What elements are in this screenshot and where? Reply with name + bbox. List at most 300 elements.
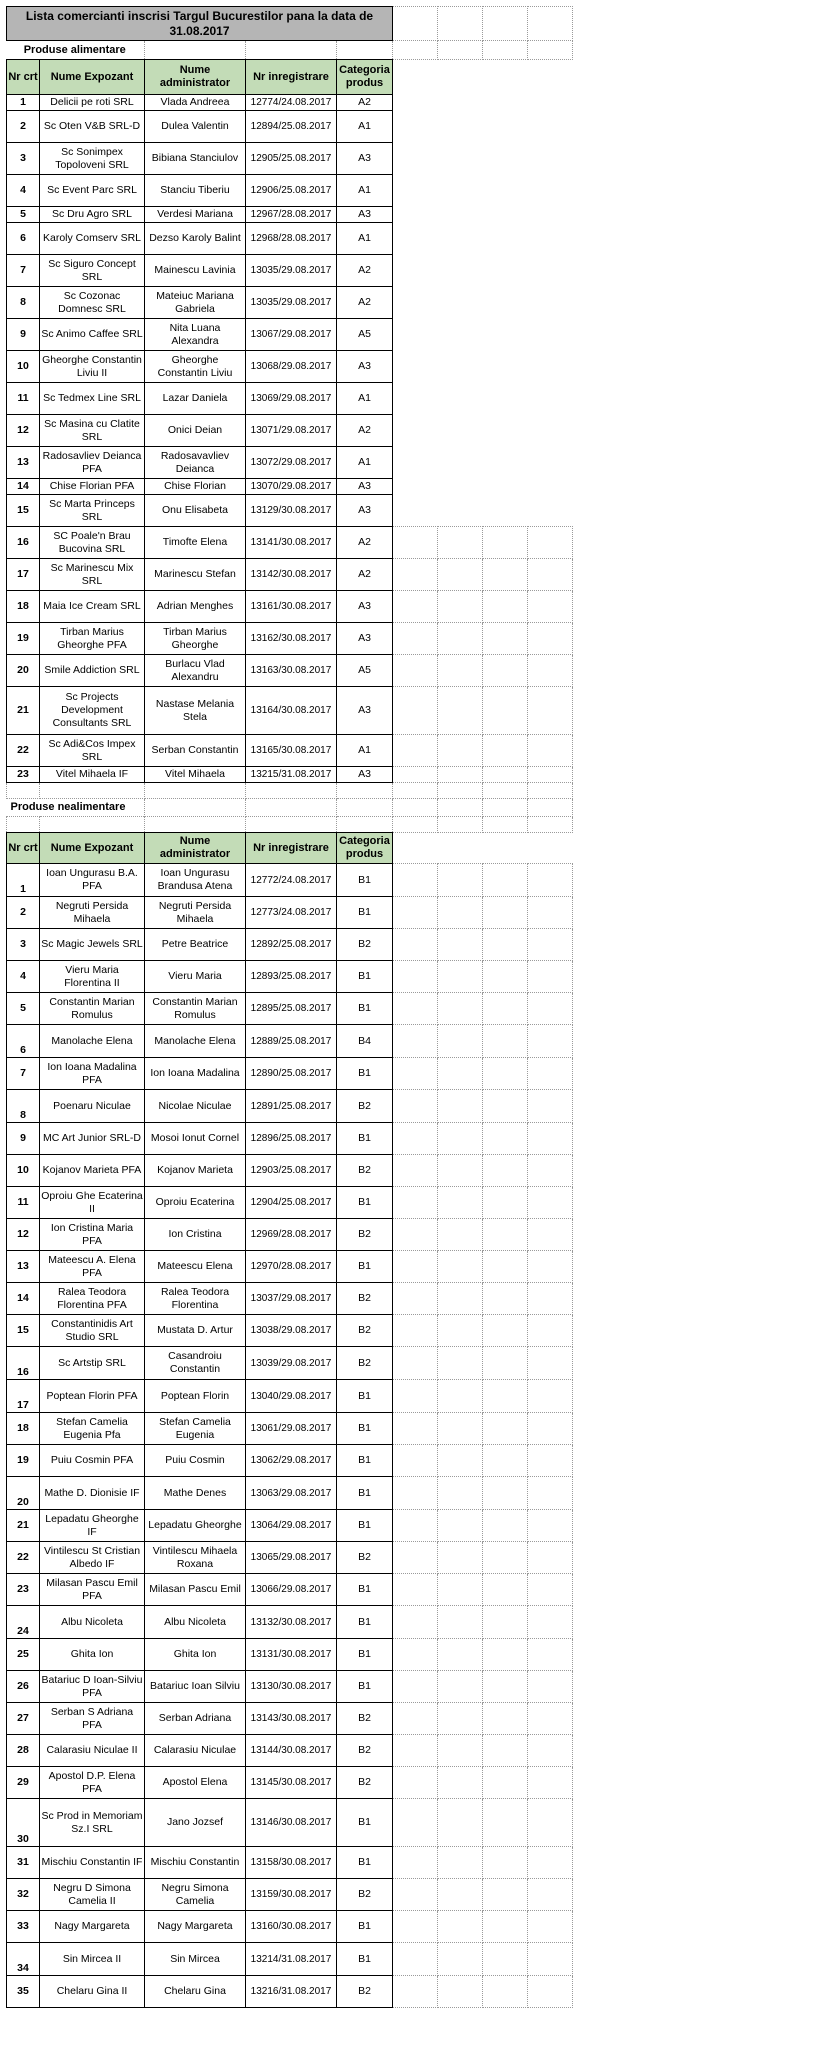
exhibitor-name-cell[interactable]: SC Poale'n Brau Bucovina SRL <box>40 527 145 559</box>
registration-number-cell[interactable]: 12774/24.08.2017 <box>246 95 337 111</box>
empty-cell[interactable] <box>393 559 438 591</box>
exhibitor-name-cell[interactable]: Kojanov Marieta PFA <box>40 1155 145 1187</box>
empty-cell[interactable] <box>483 527 528 559</box>
empty-cell[interactable] <box>483 175 528 207</box>
product-category-cell[interactable]: B2 <box>337 1879 393 1911</box>
empty-cell[interactable] <box>246 817 337 833</box>
empty-cell[interactable] <box>483 60 528 95</box>
empty-cell[interactable] <box>438 623 483 655</box>
empty-cell[interactable] <box>438 961 483 993</box>
nr-crt-cell[interactable]: 11 <box>7 383 40 415</box>
empty-cell[interactable] <box>438 833 483 864</box>
empty-cell[interactable] <box>438 255 483 287</box>
administrator-name-cell[interactable]: Verdesi Mariana <box>145 207 246 223</box>
empty-cell[interactable] <box>528 415 573 447</box>
empty-cell[interactable] <box>393 255 438 287</box>
exhibitor-name-cell[interactable]: Nagy Margareta <box>40 1911 145 1943</box>
nr-crt-header[interactable]: Nr crt <box>7 60 40 95</box>
empty-cell[interactable] <box>438 1025 483 1058</box>
administrator-name-cell[interactable]: Ioan Ungurasu Brandusa Atena <box>145 864 246 897</box>
empty-cell[interactable] <box>393 817 438 833</box>
exhibitor-name-cell[interactable]: Sc Artstip SRL <box>40 1347 145 1380</box>
empty-cell[interactable] <box>528 1090 573 1123</box>
empty-cell[interactable] <box>393 1671 438 1703</box>
empty-cell[interactable] <box>483 1025 528 1058</box>
administrator-name-cell[interactable]: Mosoi Ionut Cornel <box>145 1123 246 1155</box>
empty-cell[interactable] <box>528 60 573 95</box>
empty-cell[interactable] <box>438 1847 483 1879</box>
nr-crt-cell[interactable]: 35 <box>7 1976 40 2008</box>
exhibitor-name-cell[interactable]: Poptean Florin PFA <box>40 1380 145 1413</box>
empty-cell[interactable] <box>483 1251 528 1283</box>
empty-cell[interactable] <box>528 351 573 383</box>
empty-cell[interactable] <box>438 111 483 143</box>
administrator-name-cell[interactable]: Onu Elisabeta <box>145 495 246 527</box>
exhibitor-name-cell[interactable]: Sc Projects Development Consultants SRL <box>40 687 145 735</box>
empty-cell[interactable] <box>483 1911 528 1943</box>
registration-number-cell[interactable]: 13061/29.08.2017 <box>246 1413 337 1445</box>
empty-cell[interactable] <box>528 1058 573 1090</box>
registration-number-cell[interactable]: 13035/29.08.2017 <box>246 287 337 319</box>
empty-cell[interactable] <box>393 1574 438 1606</box>
empty-cell[interactable] <box>528 207 573 223</box>
administrator-name-cell[interactable]: Mathe Denes <box>145 1477 246 1510</box>
empty-cell[interactable] <box>393 767 438 783</box>
empty-cell[interactable] <box>393 447 438 479</box>
empty-cell[interactable] <box>438 7 483 41</box>
administrator-name-cell[interactable]: Lepadatu Gheorghe <box>145 1510 246 1542</box>
empty-cell[interactable] <box>528 255 573 287</box>
empty-cell[interactable] <box>438 783 483 799</box>
empty-cell[interactable] <box>393 591 438 623</box>
empty-cell[interactable] <box>438 351 483 383</box>
empty-cell[interactable] <box>528 495 573 527</box>
nr-crt-cell[interactable]: 31 <box>7 1847 40 1879</box>
exhibitor-name-cell[interactable]: Sc Prod in Memoriam Sz.I SRL <box>40 1799 145 1847</box>
empty-cell[interactable] <box>393 1976 438 2008</box>
empty-cell[interactable] <box>438 447 483 479</box>
nr-crt-cell[interactable]: 30 <box>7 1799 40 1847</box>
product-category-cell[interactable]: B1 <box>337 1639 393 1671</box>
administrator-name-cell[interactable]: Manolache Elena <box>145 1025 246 1058</box>
empty-cell[interactable] <box>393 287 438 319</box>
registration-number-cell[interactable]: 13069/29.08.2017 <box>246 383 337 415</box>
empty-cell[interactable] <box>438 864 483 897</box>
product-category-cell[interactable]: B2 <box>337 1155 393 1187</box>
product-category-cell[interactable]: A3 <box>337 767 393 783</box>
nr-crt-cell[interactable]: 18 <box>7 591 40 623</box>
empty-cell[interactable] <box>483 1606 528 1639</box>
empty-cell[interactable] <box>483 799 528 817</box>
nr-crt-cell[interactable]: 24 <box>7 1606 40 1639</box>
empty-cell[interactable] <box>438 479 483 495</box>
empty-cell[interactable] <box>438 1735 483 1767</box>
registration-number-cell[interactable]: 12904/25.08.2017 <box>246 1187 337 1219</box>
nr-crt-cell[interactable]: 5 <box>7 993 40 1025</box>
exhibitor-name-cell[interactable]: Sc Cozonac Domnesc SRL <box>40 287 145 319</box>
product-category-cell[interactable]: B1 <box>337 1606 393 1639</box>
empty-cell[interactable] <box>528 223 573 255</box>
registration-number-cell[interactable]: 13130/30.08.2017 <box>246 1671 337 1703</box>
empty-cell[interactable] <box>393 1542 438 1574</box>
nr-crt-cell[interactable]: 23 <box>7 767 40 783</box>
empty-cell[interactable] <box>393 175 438 207</box>
administrator-name-cell[interactable]: Nita Luana Alexandra <box>145 319 246 351</box>
administrator-name-cell[interactable]: Ion Ioana Madalina <box>145 1058 246 1090</box>
empty-cell[interactable] <box>483 1847 528 1879</box>
empty-cell[interactable] <box>393 319 438 351</box>
exhibitor-name-header[interactable]: Nume Expozant <box>40 833 145 864</box>
registration-number-cell[interactable]: 12894/25.08.2017 <box>246 111 337 143</box>
exhibitor-name-cell[interactable]: Sc Masina cu Clatite SRL <box>40 415 145 447</box>
empty-cell[interactable] <box>483 351 528 383</box>
empty-cell[interactable] <box>438 591 483 623</box>
exhibitor-name-cell[interactable]: Albu Nicoleta <box>40 1606 145 1639</box>
exhibitor-name-cell[interactable]: Mathe D. Dionisie IF <box>40 1477 145 1510</box>
registration-number-cell[interactable]: 13131/30.08.2017 <box>246 1639 337 1671</box>
exhibitor-name-cell[interactable]: Sc Marinescu Mix SRL <box>40 559 145 591</box>
administrator-name-cell[interactable]: Nastase Melania Stela <box>145 687 246 735</box>
empty-cell[interactable] <box>393 1639 438 1671</box>
empty-cell[interactable] <box>483 833 528 864</box>
administrator-name-cell[interactable]: Jano Jozsef <box>145 1799 246 1847</box>
registration-number-cell[interactable]: 12905/25.08.2017 <box>246 143 337 175</box>
empty-cell[interactable] <box>393 1510 438 1542</box>
empty-cell[interactable] <box>393 7 438 41</box>
empty-cell[interactable] <box>438 1799 483 1847</box>
nr-crt-cell[interactable]: 15 <box>7 495 40 527</box>
exhibitor-name-cell[interactable]: Ghita Ion <box>40 1639 145 1671</box>
empty-cell[interactable] <box>483 495 528 527</box>
empty-cell[interactable] <box>438 735 483 767</box>
empty-cell[interactable] <box>393 1025 438 1058</box>
administrator-name-cell[interactable]: Sin Mircea <box>145 1943 246 1976</box>
registration-number-cell[interactable]: 12893/25.08.2017 <box>246 961 337 993</box>
nr-crt-cell[interactable]: 14 <box>7 479 40 495</box>
administrator-name-cell[interactable]: Petre Beatrice <box>145 929 246 961</box>
exhibitor-name-cell[interactable]: Maia Ice Cream SRL <box>40 591 145 623</box>
empty-cell[interactable] <box>393 1445 438 1477</box>
nr-crt-cell[interactable]: 15 <box>7 1315 40 1347</box>
registration-number-cell[interactable]: 13165/30.08.2017 <box>246 735 337 767</box>
administrator-name-cell[interactable]: Negruti Persida Mihaela <box>145 897 246 929</box>
empty-cell[interactable] <box>483 207 528 223</box>
empty-cell[interactable] <box>483 111 528 143</box>
empty-cell[interactable] <box>438 1976 483 2008</box>
registration-number-cell[interactable]: 13161/30.08.2017 <box>246 591 337 623</box>
exhibitor-name-cell[interactable]: Stefan Camelia Eugenia Pfa <box>40 1413 145 1445</box>
nr-crt-cell[interactable]: 32 <box>7 1879 40 1911</box>
empty-cell[interactable] <box>483 1542 528 1574</box>
exhibitor-name-cell[interactable]: Mateescu A. Elena PFA <box>40 1251 145 1283</box>
administrator-name-cell[interactable]: Tirban Marius Gheorghe <box>145 623 246 655</box>
exhibitor-name-cell[interactable]: Sc Dru Agro SRL <box>40 207 145 223</box>
empty-cell[interactable] <box>483 1799 528 1847</box>
empty-cell[interactable] <box>483 41 528 60</box>
empty-cell[interactable] <box>393 799 438 817</box>
exhibitor-name-cell[interactable]: Constantinidis Art Studio SRL <box>40 1315 145 1347</box>
empty-cell[interactable] <box>483 783 528 799</box>
empty-cell[interactable] <box>483 623 528 655</box>
empty-cell[interactable] <box>393 1219 438 1251</box>
product-category-cell[interactable]: B1 <box>337 1380 393 1413</box>
administrator-name-cell[interactable]: Stefan Camelia Eugenia <box>145 1413 246 1445</box>
administrator-name-cell[interactable]: Mustata D. Artur <box>145 1315 246 1347</box>
empty-cell[interactable] <box>528 559 573 591</box>
exhibitor-name-cell[interactable]: Sc Siguro Concept SRL <box>40 255 145 287</box>
empty-cell[interactable] <box>483 1123 528 1155</box>
empty-cell[interactable] <box>528 1767 573 1799</box>
empty-cell[interactable] <box>438 1155 483 1187</box>
product-category-header[interactable]: Categoria produs <box>337 60 393 95</box>
empty-cell[interactable] <box>438 527 483 559</box>
nr-crt-cell[interactable]: 17 <box>7 1380 40 1413</box>
registration-number-cell[interactable]: 13144/30.08.2017 <box>246 1735 337 1767</box>
administrator-name-header[interactable]: Nume administrator <box>145 60 246 95</box>
empty-cell[interactable] <box>483 287 528 319</box>
nr-crt-cell[interactable]: 3 <box>7 143 40 175</box>
administrator-name-cell[interactable]: Vitel Mihaela <box>145 767 246 783</box>
administrator-name-cell[interactable]: Nicolae Niculae <box>145 1090 246 1123</box>
nr-crt-cell[interactable]: 22 <box>7 735 40 767</box>
product-category-cell[interactable]: B2 <box>337 1703 393 1735</box>
product-category-cell[interactable]: A5 <box>337 655 393 687</box>
empty-cell[interactable] <box>438 1767 483 1799</box>
empty-cell[interactable] <box>393 1155 438 1187</box>
nr-crt-cell[interactable]: 12 <box>7 415 40 447</box>
empty-cell[interactable] <box>393 623 438 655</box>
product-category-header[interactable]: Categoria produs <box>337 833 393 864</box>
empty-cell[interactable] <box>528 1911 573 1943</box>
empty-cell[interactable] <box>483 1090 528 1123</box>
nr-crt-cell[interactable]: 33 <box>7 1911 40 1943</box>
registration-number-cell[interactable]: 13141/30.08.2017 <box>246 527 337 559</box>
product-category-cell[interactable]: A1 <box>337 175 393 207</box>
empty-cell[interactable] <box>393 415 438 447</box>
product-category-cell[interactable]: A2 <box>337 415 393 447</box>
product-category-cell[interactable]: B2 <box>337 1283 393 1315</box>
registration-number-cell[interactable]: 13146/30.08.2017 <box>246 1799 337 1847</box>
registration-number-cell[interactable]: 13216/31.08.2017 <box>246 1976 337 2008</box>
empty-cell[interactable] <box>145 783 246 799</box>
exhibitor-name-cell[interactable]: Sc Tedmex Line SRL <box>40 383 145 415</box>
product-category-cell[interactable]: A5 <box>337 319 393 351</box>
empty-cell[interactable] <box>393 111 438 143</box>
exhibitor-name-cell[interactable]: Puiu Cosmin PFA <box>40 1445 145 1477</box>
registration-number-cell[interactable]: 13063/29.08.2017 <box>246 1477 337 1510</box>
empty-cell[interactable] <box>438 1187 483 1219</box>
product-category-cell[interactable]: A2 <box>337 255 393 287</box>
nr-crt-cell[interactable]: 21 <box>7 1510 40 1542</box>
empty-cell[interactable] <box>483 929 528 961</box>
empty-cell[interactable] <box>393 735 438 767</box>
product-category-cell[interactable]: B1 <box>337 1477 393 1510</box>
product-category-cell[interactable]: B2 <box>337 1090 393 1123</box>
exhibitor-name-cell[interactable]: Vitel Mihaela IF <box>40 767 145 783</box>
empty-cell[interactable] <box>393 383 438 415</box>
empty-cell[interactable] <box>393 1315 438 1347</box>
empty-cell[interactable] <box>393 1380 438 1413</box>
empty-cell[interactable] <box>337 783 393 799</box>
administrator-name-cell[interactable]: Vintilescu Mihaela Roxana <box>145 1542 246 1574</box>
administrator-name-header[interactable]: Nume administrator <box>145 833 246 864</box>
empty-cell[interactable] <box>528 1606 573 1639</box>
registration-number-cell[interactable]: 12890/25.08.2017 <box>246 1058 337 1090</box>
empty-cell[interactable] <box>483 1413 528 1445</box>
empty-cell[interactable] <box>246 799 337 817</box>
product-category-cell[interactable]: B1 <box>337 1445 393 1477</box>
empty-cell[interactable] <box>528 1380 573 1413</box>
exhibitor-name-cell[interactable]: Tirban Marius Gheorghe PFA <box>40 623 145 655</box>
empty-cell[interactable] <box>438 175 483 207</box>
nr-crt-cell[interactable]: 22 <box>7 1542 40 1574</box>
exhibitor-name-cell[interactable]: Negru D Simona Camelia II <box>40 1879 145 1911</box>
administrator-name-cell[interactable]: Gheorghe Constantin Liviu <box>145 351 246 383</box>
registration-number-cell[interactable]: 13072/29.08.2017 <box>246 447 337 479</box>
nr-crt-cell[interactable]: 6 <box>7 223 40 255</box>
empty-cell[interactable] <box>483 817 528 833</box>
exhibitor-name-cell[interactable]: Radosavliev Deianca PFA <box>40 447 145 479</box>
registration-number-cell[interactable]: 13163/30.08.2017 <box>246 655 337 687</box>
product-category-cell[interactable]: B2 <box>337 1976 393 2008</box>
registration-number-cell[interactable]: 13037/29.08.2017 <box>246 1283 337 1315</box>
empty-cell[interactable] <box>393 527 438 559</box>
empty-cell[interactable] <box>483 655 528 687</box>
empty-cell[interactable] <box>528 1477 573 1510</box>
empty-cell[interactable] <box>393 1943 438 1976</box>
registration-number-cell[interactable]: 13215/31.08.2017 <box>246 767 337 783</box>
nr-crt-cell[interactable]: 2 <box>7 897 40 929</box>
empty-cell[interactable] <box>483 993 528 1025</box>
product-category-cell[interactable]: A2 <box>337 559 393 591</box>
administrator-name-cell[interactable]: Mateiuc Mariana Gabriela <box>145 287 246 319</box>
product-category-cell[interactable]: A1 <box>337 383 393 415</box>
administrator-name-cell[interactable]: Milasan Pascu Emil <box>145 1574 246 1606</box>
product-category-cell[interactable]: A1 <box>337 111 393 143</box>
exhibitor-name-cell[interactable]: Sin Mircea II <box>40 1943 145 1976</box>
nr-crt-cell[interactable]: 8 <box>7 1090 40 1123</box>
empty-cell[interactable] <box>528 95 573 111</box>
empty-cell[interactable] <box>393 993 438 1025</box>
administrator-name-cell[interactable]: Nagy Margareta <box>145 1911 246 1943</box>
nr-crt-cell[interactable]: 29 <box>7 1767 40 1799</box>
empty-cell[interactable] <box>393 143 438 175</box>
empty-cell[interactable] <box>483 319 528 351</box>
empty-cell[interactable] <box>528 7 573 41</box>
empty-cell[interactable] <box>483 1767 528 1799</box>
empty-cell[interactable] <box>528 1703 573 1735</box>
empty-cell[interactable] <box>438 929 483 961</box>
product-category-cell[interactable]: B2 <box>337 929 393 961</box>
empty-cell[interactable] <box>528 1574 573 1606</box>
empty-cell[interactable] <box>438 1283 483 1315</box>
registration-number-cell[interactable]: 13066/29.08.2017 <box>246 1574 337 1606</box>
registration-number-cell[interactable]: 13214/31.08.2017 <box>246 1943 337 1976</box>
nr-crt-cell[interactable]: 20 <box>7 1477 40 1510</box>
empty-cell[interactable] <box>483 961 528 993</box>
product-category-cell[interactable]: B2 <box>337 1315 393 1347</box>
empty-cell[interactable] <box>40 817 145 833</box>
administrator-name-cell[interactable]: Mateescu Elena <box>145 1251 246 1283</box>
empty-cell[interactable] <box>528 591 573 623</box>
empty-cell[interactable] <box>337 41 393 60</box>
section-title-nonfood[interactable]: Produse nealimentare <box>10 801 126 813</box>
exhibitor-name-cell[interactable]: Sc Event Parc SRL <box>40 175 145 207</box>
empty-cell[interactable] <box>393 1847 438 1879</box>
administrator-name-cell[interactable]: Vlada Andreea <box>145 95 246 111</box>
exhibitor-name-cell[interactable]: Sc Marta Princeps SRL <box>40 495 145 527</box>
product-category-cell[interactable]: B1 <box>337 1058 393 1090</box>
empty-cell[interactable] <box>528 1879 573 1911</box>
empty-cell[interactable] <box>393 1251 438 1283</box>
exhibitor-name-cell[interactable]: Oproiu Ghe Ecaterina II <box>40 1187 145 1219</box>
empty-cell[interactable] <box>528 833 573 864</box>
product-category-cell[interactable]: B2 <box>337 1767 393 1799</box>
empty-cell[interactable] <box>7 817 40 833</box>
empty-cell[interactable] <box>393 223 438 255</box>
empty-cell[interactable] <box>393 1090 438 1123</box>
registration-number-cell[interactable]: 13070/29.08.2017 <box>246 479 337 495</box>
registration-number-cell[interactable]: 13142/30.08.2017 <box>246 559 337 591</box>
empty-cell[interactable] <box>145 41 246 60</box>
empty-cell[interactable] <box>528 767 573 783</box>
registration-number-cell[interactable]: 12772/24.08.2017 <box>246 864 337 897</box>
registration-number-cell[interactable]: 13162/30.08.2017 <box>246 623 337 655</box>
administrator-name-cell[interactable]: Ghita Ion <box>145 1639 246 1671</box>
empty-cell[interactable] <box>528 655 573 687</box>
nr-crt-cell[interactable]: 9 <box>7 1123 40 1155</box>
nr-crt-cell[interactable]: 8 <box>7 287 40 319</box>
empty-cell[interactable] <box>393 929 438 961</box>
empty-cell[interactable] <box>438 383 483 415</box>
product-category-cell[interactable]: B1 <box>337 1510 393 1542</box>
registration-number-cell[interactable]: 12895/25.08.2017 <box>246 993 337 1025</box>
empty-cell[interactable] <box>483 687 528 735</box>
product-category-cell[interactable]: B1 <box>337 1251 393 1283</box>
empty-cell[interactable] <box>7 783 40 799</box>
empty-cell[interactable] <box>528 929 573 961</box>
empty-cell[interactable] <box>393 1123 438 1155</box>
exhibitor-name-cell[interactable]: MC Art Junior SRL-D <box>40 1123 145 1155</box>
nr-crt-cell[interactable]: 27 <box>7 1703 40 1735</box>
empty-cell[interactable] <box>528 175 573 207</box>
product-category-cell[interactable]: B2 <box>337 1219 393 1251</box>
empty-cell[interactable] <box>483 1639 528 1671</box>
administrator-name-cell[interactable]: Burlacu Vlad Alexandru <box>145 655 246 687</box>
empty-cell[interactable] <box>528 1671 573 1703</box>
empty-cell[interactable] <box>483 1219 528 1251</box>
empty-cell[interactable] <box>483 1943 528 1976</box>
empty-cell[interactable] <box>483 1058 528 1090</box>
nr-crt-cell[interactable]: 11 <box>7 1187 40 1219</box>
empty-cell[interactable] <box>528 383 573 415</box>
empty-cell[interactable] <box>483 1703 528 1735</box>
administrator-name-cell[interactable]: Calarasiu Niculae <box>145 1735 246 1767</box>
empty-cell[interactable] <box>528 961 573 993</box>
registration-number-cell[interactable]: 13159/30.08.2017 <box>246 1879 337 1911</box>
empty-cell[interactable] <box>393 207 438 223</box>
empty-cell[interactable] <box>528 1976 573 2008</box>
empty-cell[interactable] <box>528 623 573 655</box>
product-category-cell[interactable]: A3 <box>337 207 393 223</box>
exhibitor-name-cell[interactable]: Milasan Pascu Emil PFA <box>40 1574 145 1606</box>
exhibitor-name-cell[interactable]: Sc Adi&Cos Impex SRL <box>40 735 145 767</box>
empty-cell[interactable] <box>528 1943 573 1976</box>
nr-crt-cell[interactable]: 12 <box>7 1219 40 1251</box>
registration-number-cell[interactable]: 13038/29.08.2017 <box>246 1315 337 1347</box>
empty-cell[interactable] <box>528 1847 573 1879</box>
registration-number-cell[interactable]: 13071/29.08.2017 <box>246 415 337 447</box>
